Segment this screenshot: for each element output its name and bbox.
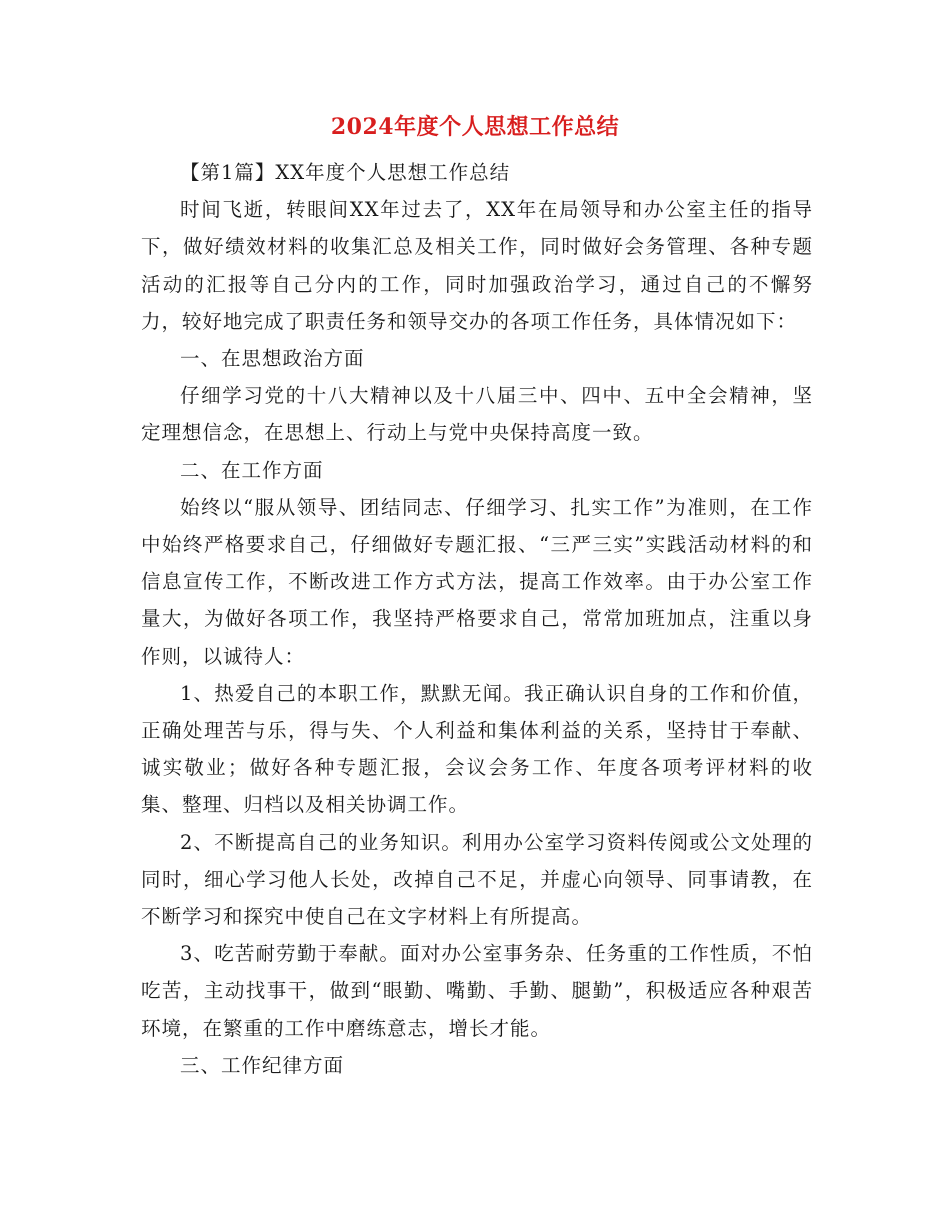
paragraph-work: 始终以“服从领导、团结同志、仔细学习、扎实工作”为准则，在工作中始终严格要求自己，仔细做好专题汇报、“三严三实”实践活动材料的和信息宣传工作，不断改进工作方式方法，提高工作效率。由于办公室工作量大，为做好各项工作，我坚持严格要求自己，常常加班加点，注重以身作则，以诚待人： [141, 495, 813, 668]
document-title: 2024年度个人思想工作总结 [330, 114, 620, 140]
paragraph-intro: 时间飞逝，转眼间XX年过去了，XX年在局领导和办公室主任的指导下，做好绩效材料的收集汇总及相关工作，同时做好会务管理、各种专题活动的汇报等自己分内的工作，同时加强政治学习，通过自己的不懈努力，较好地完成了职责任务和领导交办的各项工作任务，具体情况如下： [141, 198, 813, 333]
paragraph-item-3: 3、吃苦耐劳勤于奉献。面对办公室事务杂、任务重的工作性质，不怕吃苦，主动找事干，做到“眼勤、嘴勤、手勤、腿勤”，积极适应各种艰苦环境，在繁重的工作中磨练意志，增长才能。 [141, 942, 813, 1040]
paragraph-item-2: 2、不断提高自己的业务知识。利用办公室学习资料传阅或公文处理的同时，细心学习他人长处，改掉自己不足，并虚心向领导、同事请教，在不断学习和探究中使自己在文字材料上有所提高。 [141, 830, 813, 929]
document-body [141, 154, 813, 1084]
section-heading-chapter: 【第1篇】XX年度个人思想工作总结 [180, 161, 511, 184]
section-heading-work: 二、在工作方面 [180, 458, 324, 482]
section-heading-political: 一、在思想政治方面 [180, 347, 365, 371]
paragraph-item-1: 1、热爱自己的本职工作，默默无闻。我正确认识自身的工作和价值，正确处理苦与乐，得与失、个人利益和集体利益的关系，坚持甘于奉献、诚实敬业；做好各种专题汇报，会议会务工作、年度各项考评材料的收集、整理、归档以及相关协调工作。 [141, 681, 813, 817]
paragraph-political: 仔细学习党的十八大精神以及十八届三中、四中、五中全会精神，坚定理想信念，在思想上、行动上与党中央保持高度一致。 [141, 384, 813, 445]
section-heading-discipline: 三、工作纪律方面 [180, 1053, 345, 1077]
